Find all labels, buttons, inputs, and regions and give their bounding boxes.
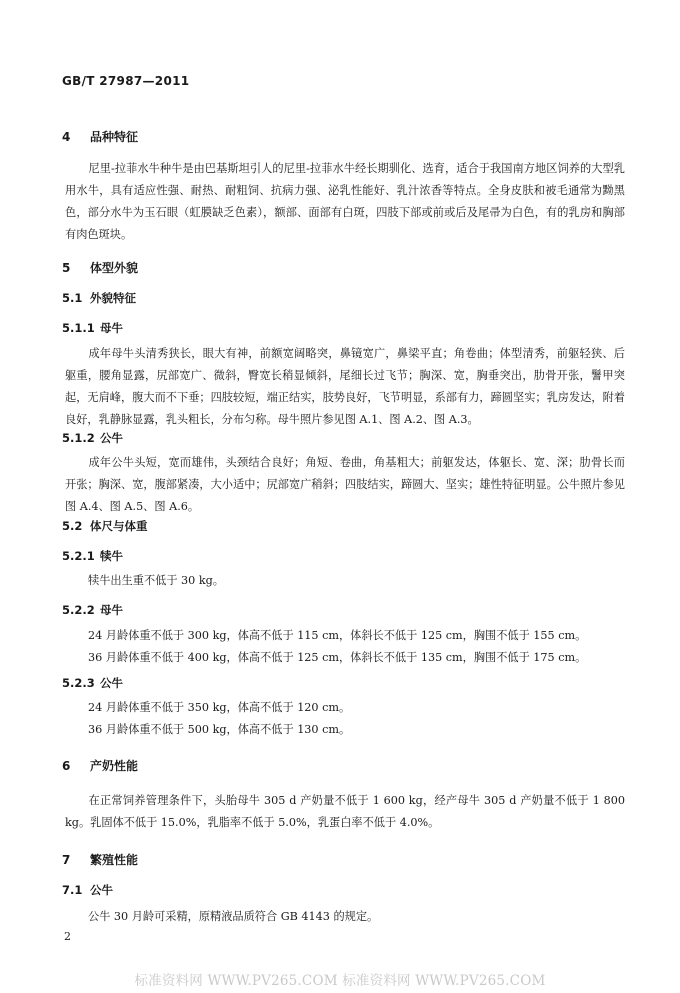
section-number: 5.1.1	[62, 321, 95, 335]
section-4-heading	[62, 128, 138, 145]
bull-36-month-line: 36 月龄体重不低于 500 kg，体高不低于 130 cm。	[88, 723, 351, 736]
cow-24-month-line: 24 月龄体重不低于 300 kg，体高不低于 115 cm，体斜长不低于 125 cm，胸围不低于 155 cm。	[88, 629, 587, 642]
section-5-2-3-heading	[62, 675, 123, 691]
standard-id-header: GB/T 27987—2011	[62, 74, 190, 88]
section-number: 5.1.2	[62, 431, 95, 445]
section-6-paragraph: 在正常饲养管理条件下，头胎母牛 305 d 产奶量不低于 1 600 kg，经产母牛 305 d 产奶量不低于 1 800 kg。乳固体不低于 15.0%，乳脂率不低于 5.0%，乳蛋白率不低于 4.0%。	[65, 794, 625, 829]
section-title: 繁殖性能	[90, 853, 139, 867]
section-title: 公牛	[100, 676, 123, 690]
section-title: 产奶性能	[90, 759, 139, 773]
section-title: 公牛	[100, 431, 123, 445]
calf-weight-line: 犊牛出生重不低于 30 kg。	[88, 574, 224, 587]
section-number: 5.2	[62, 519, 83, 533]
section-title: 品种特征	[90, 130, 139, 144]
cow-36-month-line: 36 月龄体重不低于 400 kg，体高不低于 125 cm，体斜长不低于 135 cm，胸围不低于 175 cm。	[88, 651, 587, 664]
section-title: 体尺与体重	[90, 519, 148, 533]
section-5-1-heading	[62, 290, 136, 306]
section-5-2-heading	[62, 518, 148, 534]
section-5-1-2-paragraph: 成年公牛头短，宽而雄伟，头颈结合良好；角短、卷曲，角基粗大；前躯发达，体躯长、宽、深；肋骨长而开张；胸深、宽，腹部紧凑，大小适中；尻部宽广稍斜；四肢结实，蹄圆大、坚实；雄性特征明显。公牛照片参见图 A.4、图 A.5、图 A.6。	[65, 456, 625, 513]
section-5-1-1-heading	[62, 320, 123, 336]
section-number: 5.2.2	[62, 603, 95, 617]
section-5-2-1-heading	[62, 548, 123, 564]
section-title: 公牛	[90, 883, 113, 897]
section-4-paragraph: 尼里-拉菲水牛种牛是由巴基斯坦引人的尼里-拉菲水牛经长期驯化、选育，适合于我国南方地区饲养的大型乳用水牛，具有适应性强、耐热、耐粗饲、抗病力强、泌乳性能好、乳汁浓香等特点。全身皮肤和被毛通常为黝黑色，部分水牛为玉石眼（虹膜缺乏色素），额部、面部有白斑，四肢下部或前或后及尾帚为白色，有的乳房和胸部有肉色斑块。	[65, 162, 625, 241]
watermark-footer: 标准资料网 WWW.PV265.COM 标准资料网 WWW.PV265.COM	[134, 973, 546, 989]
section-5-1-2-heading	[62, 430, 123, 446]
section-title: 母牛	[100, 603, 123, 617]
section-number: 4	[62, 130, 71, 144]
section-number: 6	[62, 759, 71, 773]
page-number: 2	[64, 930, 71, 943]
section-number: 5	[62, 261, 71, 275]
section-number: 5.2.1	[62, 549, 95, 563]
section-title: 体型外貌	[90, 261, 139, 275]
section-5-1-1-paragraph: 成年母牛头清秀狭长，眼大有神，前额宽阔略突，鼻镜宽广，鼻梁平直；角卷曲；体型清秀，前躯轻狭、后躯重，腰角显露，尻部宽广、微斜，臀宽长稍显倾斜，尾细长过飞节；胸深、宽，胸垂突出，肋骨开张，鬐甲突起，无肩峰，腹大而不下垂；四肢较短，端正结实，肢势良好，飞节明显，系部有力，蹄圆坚实；乳房发达，附着良好，乳静脉显露，乳头粗长，分布匀称。母牛照片参见图 A.1、图 A.2、图 A.3。	[65, 347, 625, 426]
section-number: 7.1	[62, 883, 83, 897]
section-number: 5.2.3	[62, 676, 95, 690]
section-title: 犊牛	[100, 549, 123, 563]
section-7-heading	[62, 851, 138, 868]
section-5-heading	[62, 259, 138, 276]
section-7-1-heading	[62, 882, 113, 898]
section-number: 7	[62, 853, 71, 867]
section-title: 母牛	[100, 321, 123, 335]
section-5-2-2-heading	[62, 602, 123, 618]
section-number: 5.1	[62, 291, 83, 305]
bull-24-month-line: 24 月龄体重不低于 350 kg，体高不低于 120 cm。	[88, 701, 351, 714]
bull-semen-line: 公牛 30 月龄可采精，原精液品质符合 GB 4143 的规定。	[88, 910, 379, 923]
section-6-heading	[62, 757, 138, 774]
section-title: 外貌特征	[90, 291, 136, 305]
